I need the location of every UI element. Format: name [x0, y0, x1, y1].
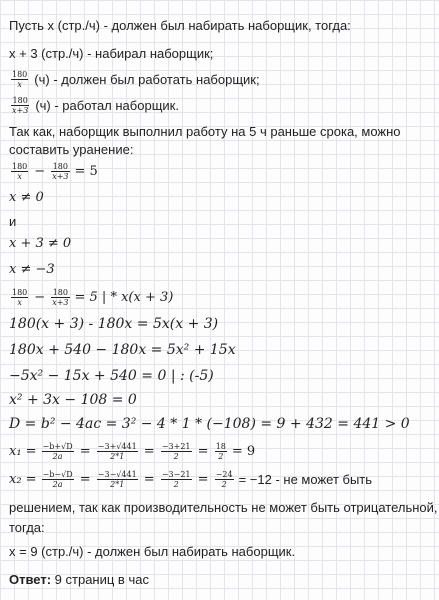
root-x1: x₁ = −b+√D 2a = −3+√441 2*1 = −3+21 2 = 18 2 = 9 — [9, 442, 256, 461]
equation-quadratic-raw: −5x² − 15x + 540 = 0 | : (-5) — [9, 368, 214, 384]
root-x2: x₂ = −b−√D 2a = −3−√441 2*1 = −3−21 2 = −24 2 = −12 - не может быть — [9, 470, 373, 489]
fraction-line-1: 180 x (ч) - должен был работать наборщик; — [12, 70, 260, 89]
line-x-plus-3: x + 3 (стр./ч) - набирал наборщик; — [9, 46, 214, 61]
fraction-180-x: 180 x — [12, 70, 28, 89]
condition-x-ne-minus3: x ≠ −3 — [9, 262, 55, 277]
answer-text: 9 страниц в час — [51, 572, 149, 587]
explain-line-1: Так как, наборщик выполнил работу на 5 ч раньше срока, можно — [9, 124, 401, 139]
fraction-line-2: 180 x+3 (ч) - работал наборщик. — [12, 96, 179, 115]
explain-line-2: составить уранение: — [9, 142, 134, 157]
condition-x3-ne-0: x + 3 ≠ 0 — [9, 236, 72, 251]
condition-x-ne-0: x ≠ 0 — [9, 190, 44, 205]
main-equation: 180 x − 180 x+3 = 5 — [12, 162, 98, 181]
intro-line: Пусть x (стр./ч) - должен был набирать наборщик, тогда: — [9, 18, 351, 33]
answer-label: Ответ: — [9, 572, 52, 587]
reason-line-1: решением, так как производительность не может быть отрицательной, — [9, 500, 438, 515]
equation-expanded-1: 180(x + 3) - 180x = 5x(x + 3) — [9, 316, 219, 332]
and-word: и — [9, 214, 17, 229]
reason-line-2: тогда: — [9, 520, 45, 535]
equation-multiplied: 180 x − 180 x+3 = 5 | * x(x + 3) — [12, 288, 174, 307]
final-line: x = 9 (стр./ч) - должен был набирать наборщик. — [9, 544, 296, 559]
fraction-180-x3: 180 x+3 — [12, 96, 29, 115]
equation-expanded-2: 180x + 540 − 180x = 5x² + 15x — [9, 342, 236, 358]
answer-line — [9, 572, 149, 588]
discriminant-line: D = b² − 4ac = 3² − 4 * 1 * (−108) = 9 + 432 = 441 > 0 — [9, 416, 410, 432]
equation-quadratic: x² + 3x − 108 = 0 — [9, 392, 137, 408]
